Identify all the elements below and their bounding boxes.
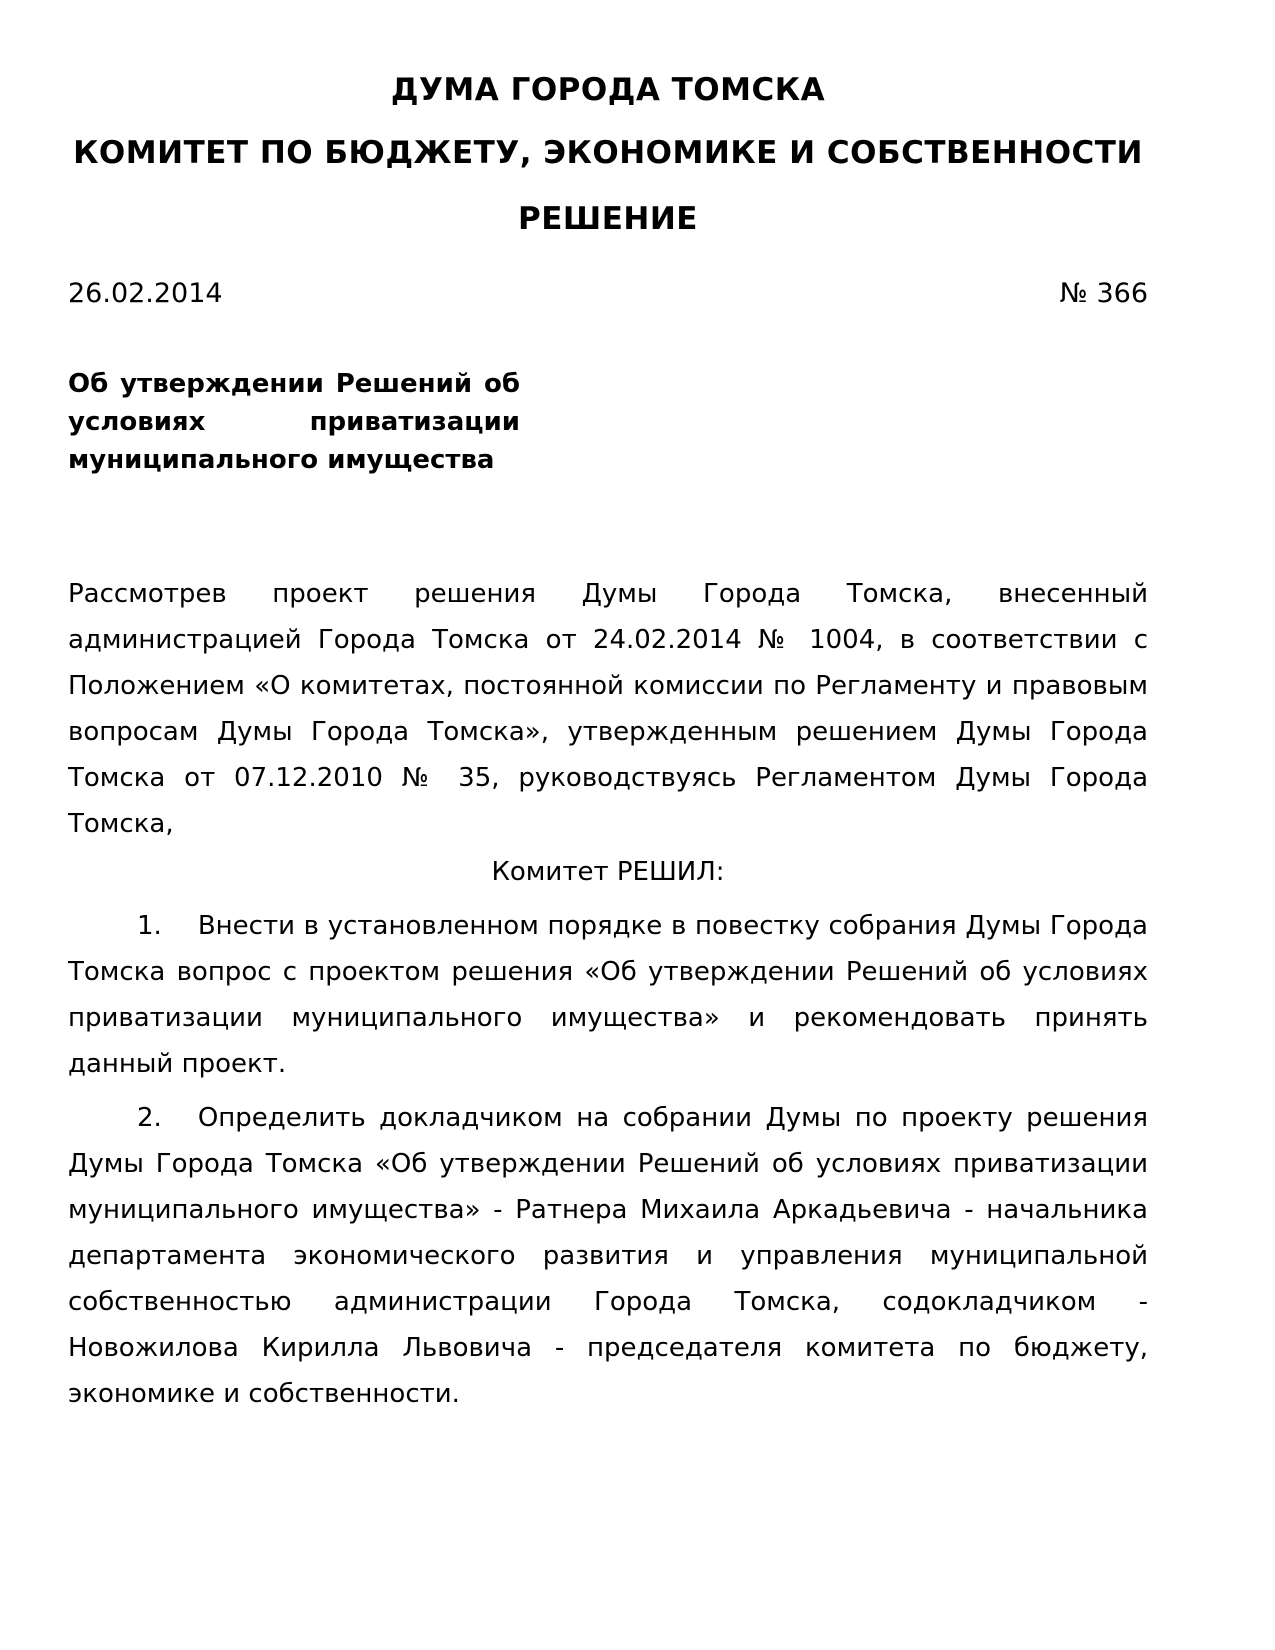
committee-title: КОМИТЕТ ПО БЮДЖЕТУ, ЭКОНОМИКЕ И СОБСТВЕННОСТИ [73, 135, 1143, 171]
document-number: № 366 [1059, 278, 1148, 309]
meta-row [68, 279, 1148, 309]
item-2-text: Определить докладчиком на собрании Думы по проекту решения Думы Города Томска «Об утверждении Решений об условиях приватизации муниципального имущества» - Ратнера Михаила Аркадьевича - начальника департамента экономического развития и управления муниципальной собственностью администрации Города Томска, содокладчиком - Новожилова Кирилла Львовича - председателя комитета по бюджету, экономике и собственности. [68, 1103, 1148, 1409]
document-subject: Об утверждении Решений об условиях приватизации муниципального имущества [68, 369, 520, 475]
item-1-number: 1. [137, 911, 162, 941]
preamble-paragraph: Рассмотрев проект решения Думы Города Томска, внесенный администрацией Города Томска от 24.02.2014 № 1004, в соответствии с Положением «О комитетах, постоянной комиссии по Регламенту и правовым вопросам Думы Города Томска», утвержденным решением Думы Города Томска от 07.12.2010 № 35, руководствуясь Регламентом Думы Города Томска, [68, 579, 1148, 839]
organization-title: ДУМА ГОРОДА ТОМСКА [390, 72, 826, 108]
item-2-number: 2. [137, 1103, 162, 1133]
resolution-item-1 [68, 903, 1148, 1087]
resolved-heading: Комитет РЕШИЛ: [491, 857, 725, 887]
resolution-item-2 [68, 1095, 1148, 1417]
document-date: 26.02.2014 [68, 278, 223, 309]
document-type-title: РЕШЕНИЕ [518, 201, 698, 237]
item-1-text: Внести в установленном порядке в повестку собрания Думы Города Томска вопрос с проектом решения «Об утверждении Решений об условиях приватизации муниципального имущества» и рекомендовать принять данный проект. [68, 911, 1148, 1079]
